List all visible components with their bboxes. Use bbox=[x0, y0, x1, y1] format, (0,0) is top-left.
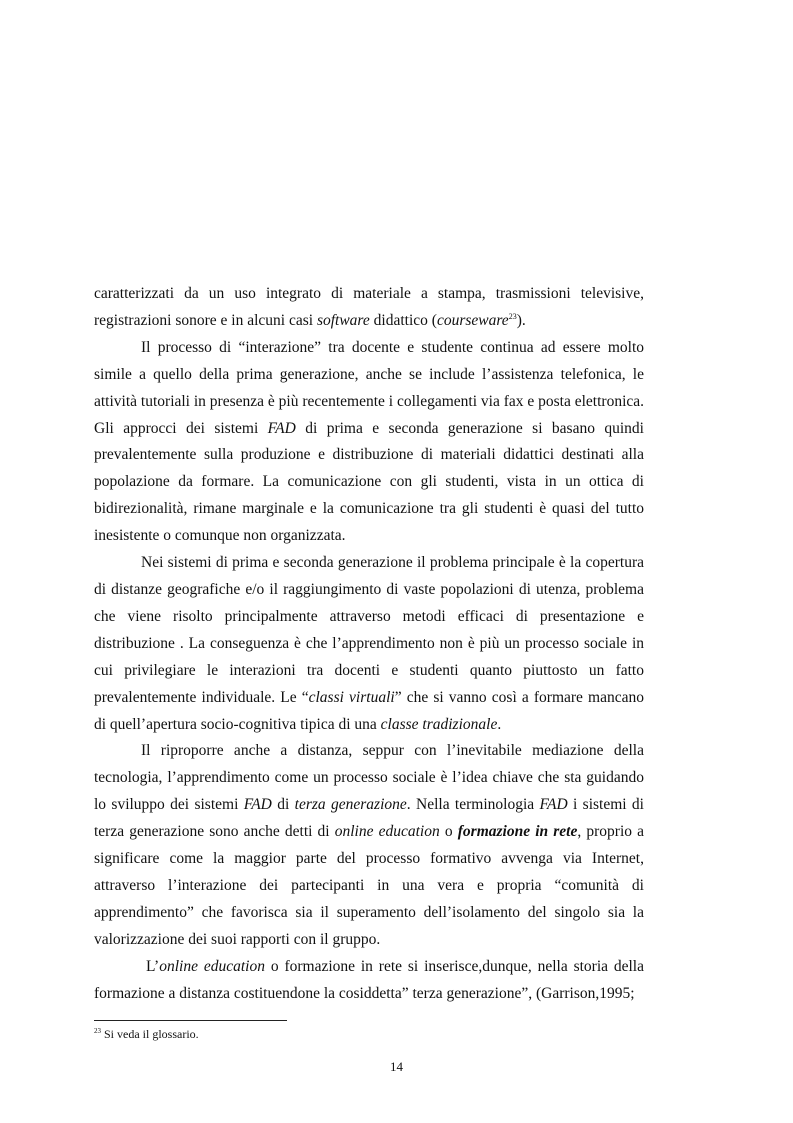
text-run: o formazione in rete si inserisce,dunque, nella storia della formazione a distanza costituendone la cosiddetta” terza generazione”, (Garrison,1995; bbox=[94, 957, 644, 1002]
italic-term: FAD bbox=[243, 796, 272, 814]
italic-term: FAD bbox=[267, 419, 296, 437]
italic-term: software bbox=[316, 311, 370, 329]
footnote-number: 23 bbox=[94, 1027, 101, 1035]
italic-term: online education bbox=[159, 957, 265, 975]
italic-term: courseware bbox=[436, 311, 509, 329]
text-run: di prima e seconda generazione si basano quindi prevalentemente sulla produzione e distribuzione di materiali didattici destinati alla popolazione da formare. La comunicazione con gli studenti, vista in un ottica di bidirezionalità, rimane marginale e la comunicazione tra gli studenti è quasi del tutto inesistente o comunque non organizzata. bbox=[94, 419, 644, 545]
text-run: didattico ( bbox=[369, 311, 437, 329]
text-run: caratterizzati da un uso integrato di materiale a stampa, trasmissioni televisive, registrazioni sonore e in alcuni casi bbox=[94, 285, 644, 329]
body-text bbox=[94, 281, 644, 1007]
bold-italic-term: formazione in rete bbox=[457, 823, 578, 841]
footnote bbox=[94, 1027, 199, 1042]
text-run: Il processo di “interazione” tra docente e studente continua ad essere molto simile a quello della prima generazione, anche se include l’assistenza telefonica, le attività tutoriali in presenza è più recentemente i collegamenti via fax e posta elettronica. Gli approcci dei sistemi bbox=[94, 338, 645, 437]
text-run: di bbox=[271, 796, 295, 814]
text-run: . bbox=[497, 715, 502, 733]
footnote-text: Si veda il glossario. bbox=[101, 1027, 199, 1041]
text-run: L’ bbox=[146, 957, 160, 975]
paragraph-2 bbox=[94, 335, 644, 550]
text-run: Il riproporre anche a distanza, seppur con l’inevitabile mediazione della tecnologia, l’apprendimento come un processo sociale è l’idea chiave che sta guidando lo sviluppo dei sistemi bbox=[94, 742, 644, 814]
italic-term: online education bbox=[334, 823, 440, 841]
text-run: Nei sistemi di prima e seconda generazione il problema principale è la copertura di distanze geografiche e/o il raggiungimento di vaste popolazioni di utenza, problema che viene risolto principalmente attraverso metodi efficaci di presentazione e distribuzione . La conseguenza è che l’apprendimento non è più un processo sociale in cui privilegiare le interazioni tra docenti e studenti quanto piuttosto un fatto prevalentemente individuale. Le “ bbox=[94, 554, 644, 706]
footnote-reference: 23 bbox=[508, 311, 517, 321]
text-run: , proprio a significare come la maggior parte del processo formativo avvenga via Internet, attraverso l’interazione dei partecipanti in una vera e propria “comunità di apprendimento” che favorisca sia il superamento dell’isolamento del singolo sia la valorizzazione dei suoi rapporti con il gruppo. bbox=[94, 823, 645, 948]
paragraph-1 bbox=[94, 281, 644, 335]
italic-term: terza generazione bbox=[294, 796, 407, 814]
footnote-separator bbox=[94, 1020, 287, 1021]
text-run: i sistemi di terza generazione sono anche detti di bbox=[94, 796, 644, 841]
text-run: . Nella terminologia bbox=[406, 796, 540, 814]
paragraph-4 bbox=[94, 738, 644, 953]
text-run: ” che si vanno così a formare mancano di quell’apertura socio-cognitiva tipica di una bbox=[94, 688, 644, 733]
page-number: 14 bbox=[390, 1059, 403, 1074]
text-run: o bbox=[439, 823, 458, 841]
italic-term: classi virtuali bbox=[308, 688, 395, 706]
italic-term: classe tradizionale bbox=[380, 715, 498, 733]
text-run: ). bbox=[516, 311, 526, 329]
italic-term: FAD bbox=[539, 796, 568, 814]
paragraph-3 bbox=[94, 550, 644, 738]
paragraph-5 bbox=[94, 954, 644, 1008]
